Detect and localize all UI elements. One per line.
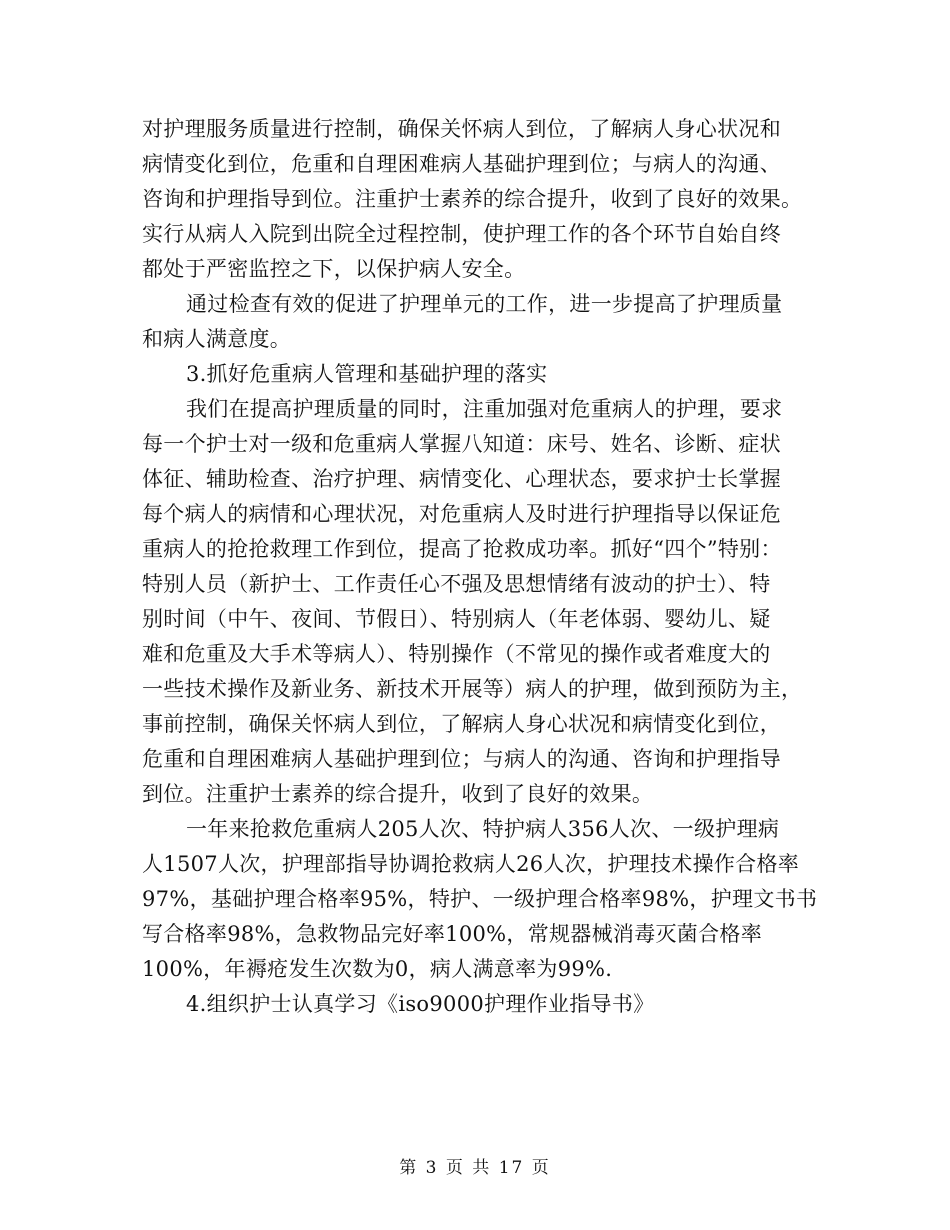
text-line: 4.组织护士认真学习《iso9000护理作业指导书》 bbox=[186, 992, 655, 1016]
text-line: 别时间（中午、夜间、节假日）、特别病人（年老体弱、婴幼儿、疑 bbox=[142, 607, 771, 631]
text-line: 实行从病人入院到出院全过程控制，使护理工作的各个环节自始自终 bbox=[142, 222, 781, 246]
paragraph bbox=[142, 392, 814, 812]
text-line: 都处于严密监控之下，以保护病人安全。 bbox=[142, 257, 526, 281]
text-line: 难和危重及大手术等病人）、特别操作（不常见的操作或者难度大的 bbox=[142, 642, 771, 666]
paragraph bbox=[142, 112, 814, 287]
text-line: 100%，年褥疮发生次数为0，病人满意率为99%. bbox=[142, 957, 613, 981]
text-line: 危重和自理困难病人基础护理到位；与病人的沟通、咨询和护理指导 bbox=[142, 747, 781, 771]
text-line: 我们在提高护理质量的同时，注重加强对危重病人的护理，要求 bbox=[186, 397, 783, 421]
text-line: 写合格率98%，急救物品完好率100%，常规器械消毒灭菌合格率 bbox=[142, 922, 763, 946]
text-line: 病情变化到位，危重和自理困难病人基础护理到位；与病人的沟通、 bbox=[142, 152, 781, 176]
paragraph bbox=[142, 287, 814, 357]
text-line: 对护理服务质量进行控制，确保关怀病人到位，了解病人身心状况和 bbox=[142, 117, 781, 141]
text-line: 人1507人次，护理部指导协调抢救病人26人次，护理技术操作合格率 bbox=[142, 852, 800, 876]
text-line: 每一个护士对一级和危重病人掌握八知道：床号、姓名、诊断、症状 bbox=[142, 432, 781, 456]
text-line: 事前控制，确保关怀病人到位，了解病人身心状况和病情变化到位， bbox=[142, 712, 781, 736]
text-line: 一年来抢救危重病人205人次、特护病人356人次、一级护理病 bbox=[186, 817, 780, 841]
text-line: 每个病人的病情和心理状况，对危重病人及时进行护理指导以保证危 bbox=[142, 502, 781, 526]
text-line: 一些技术操作及新业务、新技术开展等）病人的护理，做到预防为主， bbox=[142, 677, 803, 701]
paragraph bbox=[142, 987, 814, 1022]
text-line: 3.抓好危重病人管理和基础护理的落实 bbox=[186, 362, 548, 386]
paragraph bbox=[142, 357, 814, 392]
text-line: 重病人的抢抢救理工作到位，提高了抢救成功率。抓好“四个”特别： bbox=[142, 537, 782, 561]
page-footer: 第 3 页 共 17 页 bbox=[399, 1158, 551, 1178]
text-line: 体征、辅助检查、治疗护理、病情变化、心理状态，要求护士长掌握 bbox=[142, 467, 781, 491]
document-body bbox=[142, 112, 818, 1022]
text-line: 97%，基础护理合格率95%，特护、一级护理合格率98%，护理文书书 bbox=[142, 887, 818, 911]
text-line: 到位。注重护士素养的综合提升，收到了良好的效果。 bbox=[142, 782, 654, 806]
text-line: 特别人员（新护士、工作责任心不强及思想情绪有波动的护士）、特 bbox=[142, 572, 771, 596]
text-line: 咨询和护理指导到位。注重护士素养的综合提升，收到了良好的效果。 bbox=[142, 187, 803, 211]
text-line: 和病人满意度。 bbox=[142, 327, 292, 351]
paragraph bbox=[142, 812, 818, 987]
text-line: 通过检查有效的促进了护理单元的工作，进一步提高了护理质量 bbox=[186, 292, 783, 316]
